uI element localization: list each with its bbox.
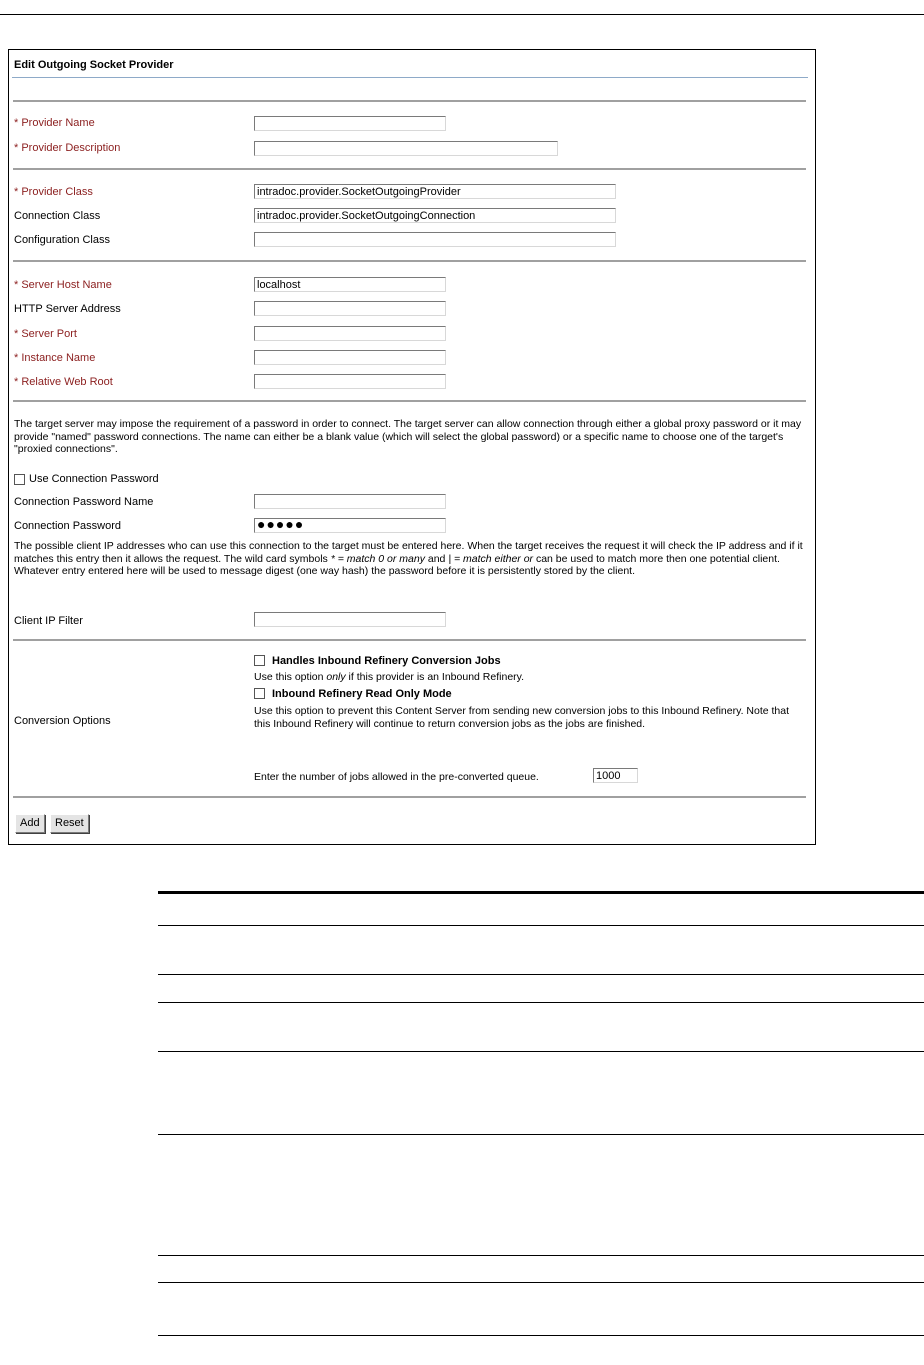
title-rule [12, 77, 808, 78]
wildcard-either-text: | = match either or [448, 552, 534, 565]
read-only-mode-checkbox[interactable] [254, 688, 265, 699]
table-row-rule [158, 1255, 924, 1256]
handles-note-text: if this provider is an Inbound Refinery. [345, 671, 525, 683]
handles-note-emphasis: only [326, 671, 346, 683]
client-ip-filter-input[interactable] [254, 612, 446, 627]
provider-class-label: * Provider Class [14, 186, 93, 198]
configuration-class-label: Configuration Class [14, 234, 110, 246]
client-ip-filter-label: Client IP Filter [14, 615, 83, 627]
server-host-name-input[interactable] [254, 277, 446, 292]
table-row-rule [158, 1134, 924, 1135]
connection-password-input[interactable]: ●●●●● [254, 518, 446, 533]
server-port-input[interactable] [254, 326, 446, 341]
http-server-address-label: HTTP Server Address [14, 303, 121, 315]
section-divider [13, 100, 806, 102]
reset-button[interactable]: Reset [50, 814, 89, 833]
section-divider [13, 260, 806, 262]
provider-name-label: * Provider Name [14, 117, 95, 129]
connection-password-name-input[interactable] [254, 494, 446, 509]
client-ip-note [14, 540, 809, 578]
client-ip-note-text: The possible client IP addresses who can use this connection to the target must be entered here. When the target receives the request it will check the IP address and if it matches this entry then it allows the request. The wild card symbols [14, 540, 803, 565]
read-only-mode-note: Use this option to prevent this Content Server from sending new conversion jobs to this Inbound Refinery. Note that this Inbound Refinery will continue to return conversion jobs as the jobs are finished. [254, 705, 790, 730]
use-connection-password-checkbox[interactable] [14, 474, 25, 485]
relative-web-root-input[interactable] [254, 374, 446, 389]
connection-password-label: Connection Password [14, 520, 122, 532]
queue-size-input[interactable] [593, 768, 638, 783]
table-top-rule [158, 891, 924, 894]
read-only-mode-label: Inbound Refinery Read Only Mode [272, 688, 452, 700]
handles-inbound-checkbox[interactable] [254, 655, 265, 666]
provider-description-label: * Provider Description [14, 142, 121, 154]
server-port-label: * Server Port [14, 328, 77, 340]
section-divider [13, 639, 806, 641]
password-note: The target server may impose the requirement of a password in order to connect. The target server can allow connection through either a global proxy password or it may provide "named" password connections. The name can either be a blank value (which will select the global password) or a specific name to choose one of the target's "proxied connections". [14, 418, 802, 455]
table-row-rule [158, 925, 924, 926]
connection-password-name-label: Connection Password Name [14, 496, 154, 508]
instance-name-label: * Instance Name [14, 352, 96, 364]
add-button[interactable]: Add [15, 814, 45, 833]
client-ip-note-text: and [424, 552, 449, 565]
table-row-rule [158, 974, 924, 975]
server-host-name-label: * Server Host Name [14, 279, 112, 291]
provider-name-input[interactable] [254, 116, 446, 131]
section-divider [13, 168, 806, 170]
section-divider [13, 400, 806, 402]
table-row-rule [158, 1051, 924, 1052]
relative-web-root-label: * Relative Web Root [14, 376, 113, 388]
wildcard-many-text: * = match 0 or many [330, 552, 425, 565]
queue-size-label: Enter the number of jobs allowed in the pre-converted queue. [254, 771, 539, 783]
http-server-address-input[interactable] [254, 301, 446, 316]
handles-inbound-label: Handles Inbound Refinery Conversion Jobs [272, 655, 501, 667]
table-row-rule [158, 1282, 924, 1283]
table-row-rule [158, 1335, 924, 1336]
client-ip-note-text: can be used to match more then one potential client. Whatever entry entered here will be used to message digest (one way hash) the password before it is persistently stored by the client. [14, 552, 780, 577]
use-connection-password-label: Use Connection Password [29, 473, 159, 485]
configuration-class-input[interactable] [254, 232, 616, 247]
conversion-options-label: Conversion Options [14, 715, 111, 727]
instance-name-input[interactable] [254, 350, 446, 365]
handles-note-text: Use this option [254, 671, 327, 683]
connection-class-label: Connection Class [14, 210, 101, 222]
section-divider [13, 796, 806, 798]
page-top-rule [0, 14, 924, 15]
connection-class-input[interactable] [254, 208, 616, 223]
provider-description-input[interactable] [254, 141, 558, 156]
handles-inbound-note [254, 671, 804, 684]
table-row-rule [158, 1002, 924, 1003]
edit-provider-panel [8, 49, 816, 845]
panel-title: Edit Outgoing Socket Provider [14, 59, 174, 71]
provider-class-input[interactable] [254, 184, 616, 199]
